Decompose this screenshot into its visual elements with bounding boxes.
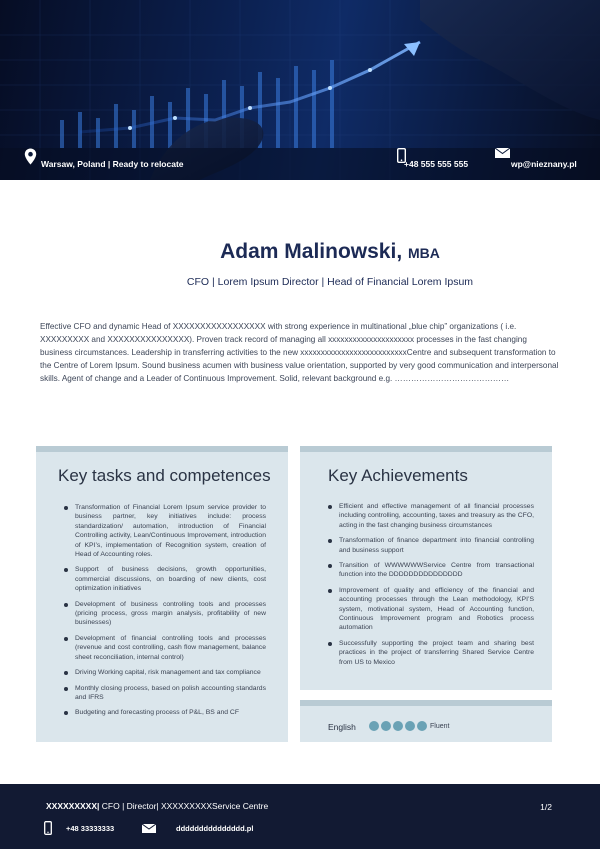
page-number: 1/2 [540, 802, 552, 812]
footer-email-text[interactable]: ddddddddddddddd.pl [176, 823, 254, 833]
rating-dot [381, 721, 391, 731]
footer-roles: CFO | Director| XXXXXXXXXService Centre [99, 801, 269, 811]
list-item: Efficient and effective management of all financial processes including controlling, accounting, taxes and treasury as the CFO, acting in the fast changing business circumstances [328, 502, 534, 530]
list-item: Transformation of Financial Lorem Ipsum service provider to business partner, key initiatives include: process standardization/ automation, introduction of Financial Controlling activity, Lean/Continuous Improvement, introduction of KPI’s, implementation of Recognition system, creation of Head of Accounting roles. [64, 503, 266, 559]
key-achievements-title: Key Achievements [328, 466, 468, 485]
email-item [495, 148, 577, 180]
mobile-phone-icon [44, 821, 52, 835]
footer-email-item [142, 818, 253, 838]
list-item: Support of business decisions, growth opportunities, commercial discussions, on boarding of new clients, cost optimization initiatives [64, 565, 266, 593]
rating-dot [369, 721, 379, 731]
list-item: Transformation of finance department into financial controlling and business support [328, 536, 534, 555]
name-text: Adam Malinowski, [220, 240, 403, 263]
location-pin-icon [24, 148, 37, 165]
location-text: Warsaw, Poland | Ready to relocate [41, 159, 184, 169]
list-item: Successfully supporting the project team and sharing best practices in the project of transferring Shared Service Centre from US to Mexico [328, 639, 534, 667]
phone-text[interactable]: +48 555 555 555 [404, 159, 469, 169]
key-tasks-section [36, 446, 288, 742]
key-tasks-title: Key tasks and competences [58, 466, 271, 485]
footer-phone-item [44, 818, 114, 838]
phone-item [397, 148, 468, 180]
candidate-name [0, 240, 600, 264]
list-item: Monthly closing process, based on polish accounting standards and IFRS [64, 684, 266, 703]
list-item: Transition of WWWWWWService Centre from transactional function into the DDDDDDDDDDDDDDD [328, 561, 534, 580]
envelope-icon [142, 824, 156, 833]
list-item: Improvement of quality and efficiency of the financial and accounting processes through the Lean methodology, KPI’S system, motivational system, Head of Accounting function, Continuous Improvement program and Robotics process automation [328, 586, 534, 633]
language-level: Fluent [430, 723, 450, 730]
list-item: Driving Working capital, risk management and tax compliance [64, 668, 266, 677]
key-achievements-section [300, 446, 552, 690]
section-top-bar [36, 446, 288, 452]
location-item [24, 148, 184, 180]
profile-summary: Effective CFO and dynamic Head of XXXXXXXXXXXXXXXXX with strong experience in multinational „blue chip” organizations ( i.e. XXXXXXXXX and XXXXXXXXXXXXXXX). Proven track record of managing all xxxxxxxxxxxxxxxxxxxxx processes in the fast changing business circumstances. Leadership in transferring activities to the new xxxxxxxxxxxxxxxxxxxxxxxxxxCentre and subsequent transformation to the Centre of Lorem Ipsum. Sound business acumen with business value orientation, supported by very good communication and interpersonal skills. Agent of change and a Leader of Continuous Improvement. Solid, relevant background e.g. …………………………………… [40, 322, 559, 383]
list-item: Budgeting and forecasting process of P&L, BS and CF [64, 708, 266, 717]
section-top-bar [300, 700, 552, 706]
footer-phone-text[interactable]: +48 33333333 [66, 823, 115, 833]
rating-dot [417, 721, 427, 731]
envelope-icon [495, 148, 510, 158]
footer-name: XXXXXXXXX| [46, 801, 100, 811]
key-tasks-list [64, 503, 266, 724]
contact-bar [0, 148, 600, 180]
key-achievements-list [328, 502, 534, 673]
mobile-phone-icon [397, 148, 406, 163]
footer [0, 784, 600, 849]
section-top-bar [300, 446, 552, 452]
degree-text: MBA [408, 245, 440, 261]
list-item: Development of business controlling tools and processes (pricing process, gross margin analysis, profitability of new businesses) [64, 600, 266, 628]
list-item: Development of financial controlling tools and processes (revenue and cost controlling, cash flow management, balance sheet reconciliation, internal control) [64, 634, 266, 662]
roles-line: CFO | Lorem Ipsum Director | Head of Financial Lorem Ipsum [186, 276, 474, 288]
email-text[interactable]: wp@nieznany.pl [511, 159, 577, 169]
rating-dot [405, 721, 415, 731]
footer-tagline [46, 801, 268, 811]
header-banner [0, 0, 600, 180]
language-section [300, 700, 552, 742]
language-rating [369, 721, 427, 731]
language-name: English [328, 722, 356, 732]
rating-dot [393, 721, 403, 731]
